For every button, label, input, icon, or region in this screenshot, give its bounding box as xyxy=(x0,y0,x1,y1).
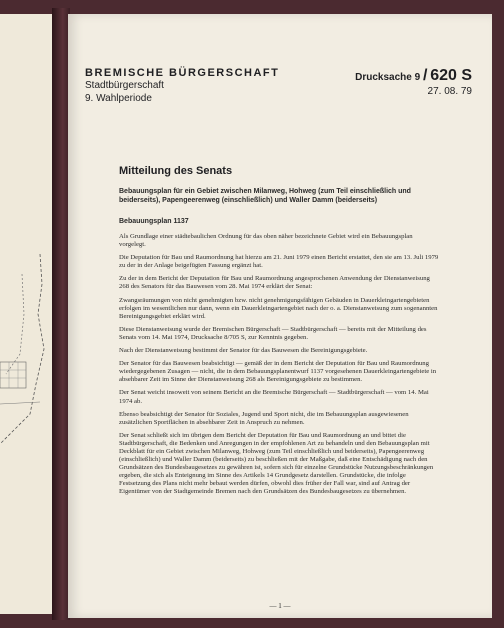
paragraph: Die Deputation für Bau und Raumordnung hat hierzu am 21. Juni 1979 einen Bericht erstattet, den sie am 13. Juli 1979 zu der in der Anlage beigefügten Fassung ergänzt hat. xyxy=(119,254,439,270)
header-chamber: Stadtbürgerschaft xyxy=(85,80,164,91)
page-number: — 1 — xyxy=(269,602,291,610)
bebauungsplan-number: Bebauungsplan 1137 xyxy=(119,218,189,225)
header-period: 9. Wahlperiode xyxy=(85,93,152,104)
header-organization: BREMISCHE BÜRGERSCHAFT xyxy=(85,67,280,79)
document-body xyxy=(119,233,439,502)
map-fragment xyxy=(0,254,52,454)
paragraph: Ebenso beabsichtigt der Senator für Soziales, Jugend und Sport nicht, die im Bebauungsplan ausgewiesenen zusätzlichen Sportflächen in absehbarer Zeit in Anspruch zu nehmen. xyxy=(119,410,409,426)
paragraph: Diese Dienstanweisung wurde der Bremischen Bürgerschaft — Stadtbürgerschaft — bereits mit der Mitteilung des Senats vom 14. Mai 1974, Drucksache 8/705 S, zur Kenntnis gegeben. xyxy=(119,325,427,341)
document-title: Mitteilung des Senats xyxy=(119,165,233,177)
drucksache-block xyxy=(355,67,472,85)
document-page xyxy=(68,14,492,618)
paragraph: Der Senator für das Bauwesen beabsichtigt — gemäß der in dem Bericht der Deputation für Bau und Raumordnung wiedergegebenen Zusagen — nicht, die in dem Bebauungsplanentwurf 1137 vorgesehenen Dauerkleingartengebiete in absehbarer Zeit im Sinne der Dienstanweisung 268 als Bereinigungsgebiete zu bestimmen. xyxy=(119,360,437,384)
left-page-edge xyxy=(0,14,53,614)
drucksache-label: Drucksache 9 xyxy=(355,72,421,83)
paragraph: Zu der in dem Bericht der Deputation für Bau und Raumordnung angesprochenen Anwendung der Dienstanweisung 268 des Senators für das Bauwesen vom 28. Mai 1974 erklärt der Senat: xyxy=(119,275,430,291)
paragraph: Zwangsräumungen von nicht genehmigten bzw. nicht genehmigungsfähigen Gebäuden in Dauerkleingartengebieten erfolgen im wesentlichen nur dann, wenn ein Dauerkleingartengebiet nach der o. a. Dienstanweisung zum sogenannten Bereinigungsgebiet erklärt wird. xyxy=(119,296,438,320)
paragraph: Der Senat schließt sich im übrigen dem Bericht der Deputation für Bau und Raumordnung an und bittet die Stadtbürgerschaft, die Bedenken und Anregungen in der empfohlenen Art zu behandeln und den Bebauungsplan mit Deckblatt für ein Gebiet zwischen Milanweg, Hohweg (zum Teil einschließlich und beiderseits), Papengeerenweg (einschließlich) und Waller Damm (beiderseits) zu beschließen mit der Maßgabe, daß eine Entschädigung nach den Grundsätzen des Bundesbaugesetzes zu gewähren ist, sofern sich für einzelne Grundstücke Nutzungsbeschränkungen ergeben, die sich als Enteignung im Sinne des Artikels 14 Grundgesetz darstellen. Grundstücke, die infolge Festsetzung des Plans nicht mehr bebaut werden dürfen, obwohl dies früher der Fall war, sind auf Antrag der Eigentümer von der Stadtgemeinde Bremen nach den Grundsätzen des Bundesbaugesetzes zu übernehmen. xyxy=(119,431,434,496)
paragraph: Nach der Dienstanweisung bestimmt der Senator für das Bauwesen die Bereinigungsgebiete. xyxy=(119,347,368,355)
document-date: 27. 08. 79 xyxy=(427,86,472,97)
document-subject: Bebauungsplan für ein Gebiet zwischen Milanweg, Hohweg (zum Teil einschließlich und beiderseits), Papengeerenweg (einschließlich) und Waller Damm (beiderseits) xyxy=(119,188,411,204)
paragraph: Der Senat weicht insoweit von seinem Bericht an die Bremische Bürgerschaft — Stadtbürgerschaft — vom 14. Mai 1974 ab. xyxy=(119,389,429,405)
drucksache-number: 620 S xyxy=(430,67,472,84)
paragraph: Als Grundlage einer städtebaulichen Ordnung für das oben näher bezeichnete Gebiet wird ein Bebauungsplan vorgelegt. xyxy=(119,233,413,249)
drucksache-separator: / xyxy=(422,67,428,84)
